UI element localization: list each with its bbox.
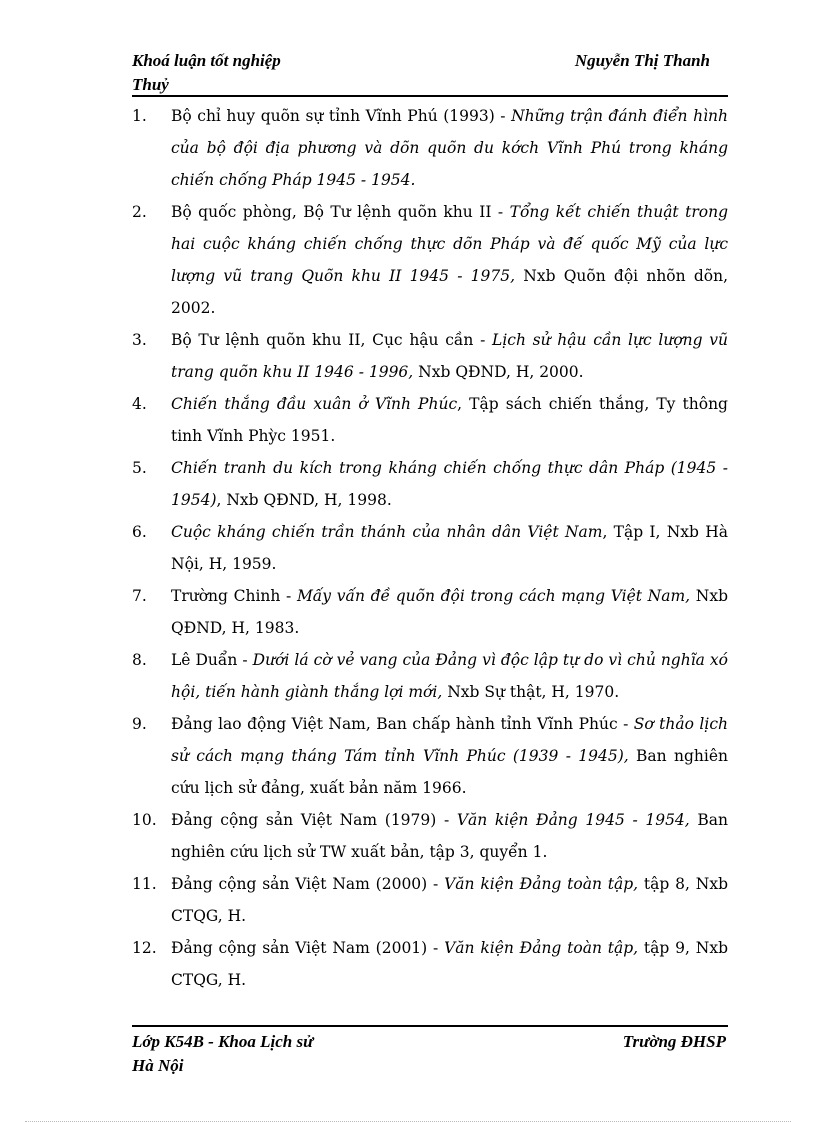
reference-author: Đảng cộng sản Việt Nam (1979) - bbox=[171, 811, 457, 829]
reference-list bbox=[132, 100, 728, 996]
reference-item bbox=[132, 868, 728, 932]
reference-author: Đảng cộng sản Việt Nam (2001) - bbox=[171, 939, 445, 957]
reference-item bbox=[132, 100, 728, 196]
reference-title: Mấy vấn đề quõn đội trong cách mạng Việt Nam, bbox=[296, 587, 691, 605]
reference-item bbox=[132, 516, 728, 580]
reference-publication: , Tập I, Nxb Hà Nội, H, 1959. bbox=[171, 523, 728, 573]
header-author-name: Nguyễn Thị Thanh bbox=[574, 51, 710, 70]
reference-item bbox=[132, 580, 728, 644]
reference-item bbox=[132, 932, 728, 996]
reference-title: Cuộc kháng chiến trần thánh của nhân dân Việt Nam bbox=[171, 523, 603, 541]
reference-number: 11. bbox=[132, 875, 157, 893]
reference-number: 4. bbox=[132, 395, 147, 413]
reference-author: Lê Duẩn - bbox=[171, 651, 253, 669]
reference-publication: tập 9, Nxb CTQG, H. bbox=[171, 939, 728, 989]
reference-title: Chiến tranh du kích trong kháng chiến chống thực dân Pháp (1945 - 1954) bbox=[171, 459, 728, 509]
reference-number: 5. bbox=[132, 459, 147, 477]
reference-number: 10. bbox=[132, 811, 157, 829]
reference-number: 1. bbox=[132, 107, 147, 125]
reference-title: Chiến thắng đầu xuân ở Vĩnh Phúc bbox=[171, 395, 458, 413]
footer-city: Hà Nội bbox=[132, 1056, 184, 1075]
reference-number: 3. bbox=[132, 331, 147, 349]
page-edge-divider bbox=[25, 1121, 791, 1122]
reference-title: Tổng kết chiến thuật trong hai cuộc kháng chiến chống thực dõn Pháp và đế quốc Mỹ của lực lượng vũ trang Quõn khu II 1945 - 1975, bbox=[171, 203, 728, 285]
header-author-continuation: Thuỷ bbox=[132, 75, 169, 94]
reference-number: 6. bbox=[132, 523, 147, 541]
reference-author: Bộ Tư lệnh quõn khu II, Cục hậu cần - bbox=[171, 331, 493, 349]
reference-item bbox=[132, 452, 728, 516]
reference-item bbox=[132, 196, 728, 324]
reference-number: 9. bbox=[132, 715, 147, 733]
reference-author: Bộ chỉ huy quõn sự tỉnh Vĩnh Phú (1993) - bbox=[171, 107, 512, 125]
reference-author: Bộ quốc phòng, Bộ Tư lệnh quõn khu II - bbox=[171, 203, 510, 221]
footer-university: Trường ĐHSP bbox=[622, 1032, 726, 1051]
reference-publication: Nxb QĐND, H, 2000. bbox=[413, 363, 584, 381]
reference-title: Lịch sử hậu cần lực lượng vũ trang quõn khu II 1946 - 1996, bbox=[171, 331, 728, 381]
reference-publication: , Nxb QĐND, H, 1998. bbox=[216, 491, 392, 509]
reference-item bbox=[132, 388, 728, 452]
reference-publication: , Tập sách chiến thắng, Ty thông tinh Vĩnh Phỳc 1951. bbox=[171, 395, 728, 445]
reference-title: Văn kiện Đảng toàn tập, bbox=[444, 939, 639, 957]
header-thesis-label: Khoá luận tốt nghiệp bbox=[132, 51, 281, 70]
reference-publication: Nxb Quõn đội nhõn dõn, 2002. bbox=[171, 267, 729, 317]
reference-author: Đảng lao động Việt Nam, Ban chấp hành tỉnh Vĩnh Phúc - bbox=[171, 715, 634, 733]
reference-number: 12. bbox=[132, 939, 157, 957]
footer-class-label: Lớp K54B - Khoa Lịch sử bbox=[132, 1032, 314, 1051]
reference-publication: Nxb Sự thật, H, 1970. bbox=[442, 683, 620, 701]
reference-item bbox=[132, 804, 728, 868]
reference-item bbox=[132, 324, 728, 388]
reference-author: Trường Chinh - bbox=[171, 587, 297, 605]
footer-rule bbox=[132, 1025, 728, 1027]
reference-title: Sơ thảo lịch sử cách mạng tháng Tám tỉnh Vĩnh Phúc (1939 - 1945), bbox=[171, 715, 728, 765]
reference-publication: tập 8, Nxb CTQG, H. bbox=[171, 875, 728, 925]
reference-number: 8. bbox=[132, 651, 147, 669]
reference-publication: Ban nghiên cứu lịch sử đảng, xuất bản năm 1966. bbox=[171, 747, 728, 797]
reference-number: 7. bbox=[132, 587, 147, 605]
reference-author: Đảng cộng sản Việt Nam (2000) - bbox=[171, 875, 445, 893]
reference-title: Văn kiện Đảng toàn tập, bbox=[444, 875, 639, 893]
reference-number: 2. bbox=[132, 203, 147, 221]
header-rule bbox=[132, 95, 728, 97]
reference-item bbox=[132, 708, 728, 804]
reference-publication: Ban nghiên cứu lịch sử TW xuất bản, tập 3, quyển 1. bbox=[171, 811, 728, 861]
reference-item bbox=[132, 644, 728, 708]
reference-title: Dưới lá cờ vẻ vang của Đảng vì độc lập tự do vì chủ nghĩa xó hội, tiến hành giành thắng lợi mới, bbox=[171, 651, 728, 701]
reference-title: Những trận đánh điển hình của bộ đội địa phương và dõn quõn du kớch Vĩnh Phú trong kháng chiến chống Pháp 1945 - 1954. bbox=[171, 107, 728, 189]
reference-publication: Nxb QĐND, H, 1983. bbox=[171, 587, 728, 637]
reference-title: Văn kiện Đảng 1945 - 1954, bbox=[456, 811, 690, 829]
